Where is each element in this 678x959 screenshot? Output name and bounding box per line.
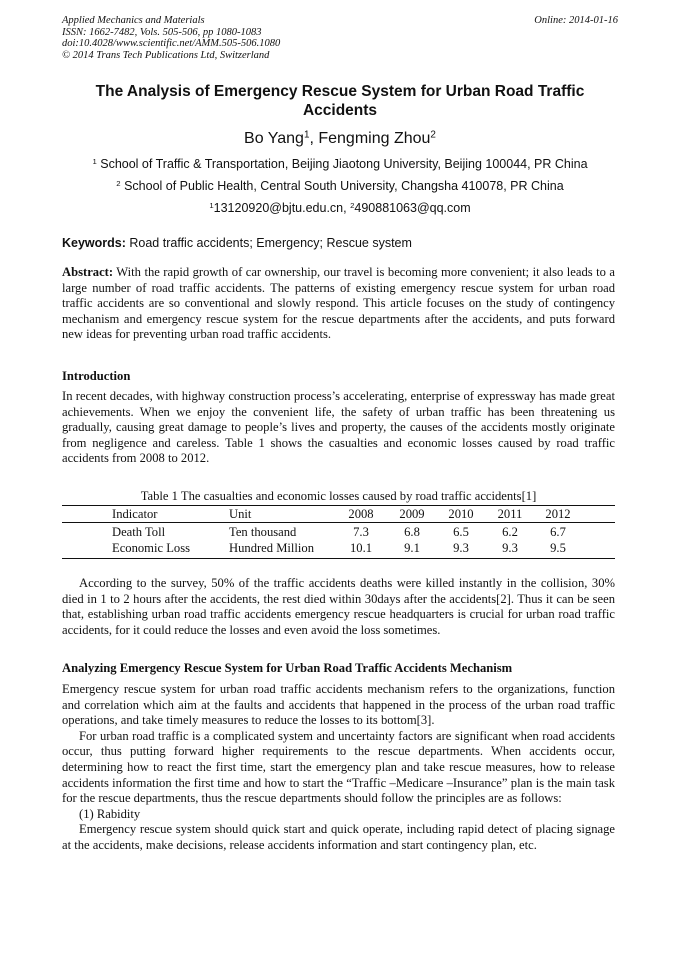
table-header-row [62,507,615,522]
table-row [62,525,615,540]
authors [62,129,618,149]
table-header-cell: 2010 [448,507,474,521]
affiliation-1-superscript: 1 [92,156,97,166]
section-2-heading: Analyzing Emergency Rescue System for Urban Road Traffic Accidents Mechanism [62,661,513,675]
title-line-2: Accidents [302,102,378,119]
abstract-text: With the rapid growth of car ownership, our travel is becoming more convenient; it also leads to a large number of road traffic accidents. The patterns of existing emergency rescue system for urban road traffic accidents are so conventional and slowly respond. This article focuses on the study of contingency mechanism and emergency rescue system for the rescue departments after the accidents, and puts forward new ideas for preventing urban road traffic accidents. [62,265,615,342]
table-cell: 6.7 [550,525,566,539]
table-cell: 6.2 [502,525,518,539]
table-header-rule [62,522,615,523]
table-cell: 9.5 [550,541,566,555]
introduction-paragraph-1 [62,389,615,467]
copyright-line: © 2014 Trans Tech Publications Ltd, Switzerland [62,49,270,61]
author-1-superscript: 1 [303,129,310,141]
table-cell: Death Toll [112,525,166,539]
introduction-paragraph-1-text: In recent decades, with highway construction process’s accelerating, enterprise of expressway has made great achievements. When we enjoy the convenient life, the safety of urban traffic has been threatening us gradually, causing great damage to people’s lives and property, the causes of the accidents mostly originate from negligence and careless. Table 1 shows the casualties and economic losses caused by road traffic accidents from 2008 to 2012. [62,389,615,466]
email-2: 490881063@qq.com [354,201,471,215]
table-bottom-rule [62,558,615,559]
abstract [62,265,615,343]
section-2-paragraph-3: Emergency rescue system should quick start and quick operate, including rapid detect of placing signage at the accidents, make decisions, release accidents information and start contingency plan, etc. [62,822,615,852]
affiliation-1 [62,156,618,172]
keywords [62,235,618,251]
doi-line: doi:10.4028/www.scientific.net/AMM.505-506.1080 [62,38,281,49]
section-2-list-item-1: (1) Rabidity [79,806,141,821]
table-header-cell: 2011 [497,507,523,521]
affiliation-1-text: School of Traffic & Transportation, Beijing Jiaotong University, Beijing 100044, PR China [96,157,588,171]
table-cell: Economic Loss [112,541,190,555]
table-cell: 9.3 [453,541,469,555]
section-2-paragraph-2: For urban road traffic is a complicated system and uncertainty factors are significant when road accidents occur, thus putting forward higher requirements to the rescue departments. When accidents occur, determining how to react the first time, start the emergency plan and take rescue measures, how to release accidents information the first time and how to start the “Traffic –Medicare –Insurance” plan is the main task for the rescue departments, thus the rescue departments should follow the principles are as follows: [62,728,615,806]
journal-name: Applied Mechanics and Materials [62,15,205,26]
table-header-cell: Indicator [112,507,158,521]
introduction-paragraph-2-text: According to the survey, 50% of the traffic accidents deaths were killed instantly in the collision, 30% died in 1 to 2 hours after the accidents, the rest died within 30days after the accidents[2]. Thus it can be seen that, establishing urban road traffic accidents emergency rescue headquarters is crucial for urban road traffic accidents, for it could reduce the losses and even avoid the loss sometimes. [62,576,615,637]
keywords-label: Keywords: [62,236,126,250]
author-1: Bo Yang [244,130,304,147]
table-cell: 9.1 [404,541,420,555]
table-caption: Table 1 The casualties and economic losses caused by road traffic accidents[1] [140,489,537,503]
online-date: Online: 2014-01-16 [534,15,618,26]
table-header-cell: 2012 [545,507,571,521]
table-header-cell: 2009 [399,507,425,521]
title-line-1: The Analysis of Emergency Rescue System for Urban Road Traffic [95,83,585,100]
email-1: 13120920@bjtu.edu.cn, [213,201,351,215]
journal-header [62,15,618,61]
table-cell: Ten thousand [229,525,297,539]
table-row [62,541,615,556]
keywords-text: Road traffic accidents; Emergency; Rescue system [125,236,412,250]
table-top-rule [62,505,615,506]
table-cell: 6.5 [453,525,469,539]
introduction-paragraph-2 [62,576,615,638]
email-1-superscript: 1 [209,200,214,210]
affiliation-2 [62,178,618,194]
affiliation-2-text: School of Public Health, Central South University, Changsha 410078, PR China [120,179,564,193]
author-emails [62,200,618,216]
author-2-superscript: 2 [430,129,436,141]
paper-title [62,82,618,120]
section-2-body [62,682,615,854]
table-header-cell: Unit [229,507,252,521]
email-2-superscript: 2 [350,200,355,210]
table-header-cell: 2008 [348,507,374,521]
author-separator: , [309,130,319,147]
affiliation-2-superscript: 2 [116,178,121,188]
section-2-paragraph-1: Emergency rescue system for urban road traffic accidents mechanism refers to the organizations, function and correlation which aim at the faults and accidents that happened in the process of the urban road traffic operations, and take timely measures to reduce the losses to its bottom[3]. [62,682,615,728]
table-cell: Hundred Million [229,541,315,555]
table-cell: 10.1 [349,541,373,555]
introduction-heading: Introduction [62,369,131,383]
issn-line: ISSN: 1662-7482, Vols. 505-506, pp 1080-1083 [62,26,262,38]
abstract-label: Abstract: [62,265,114,279]
table-cell: 6.8 [404,525,420,539]
table-cell: 9.3 [502,541,518,555]
table-cell: 7.3 [353,525,369,539]
author-2: Fengming Zhou [318,130,431,147]
